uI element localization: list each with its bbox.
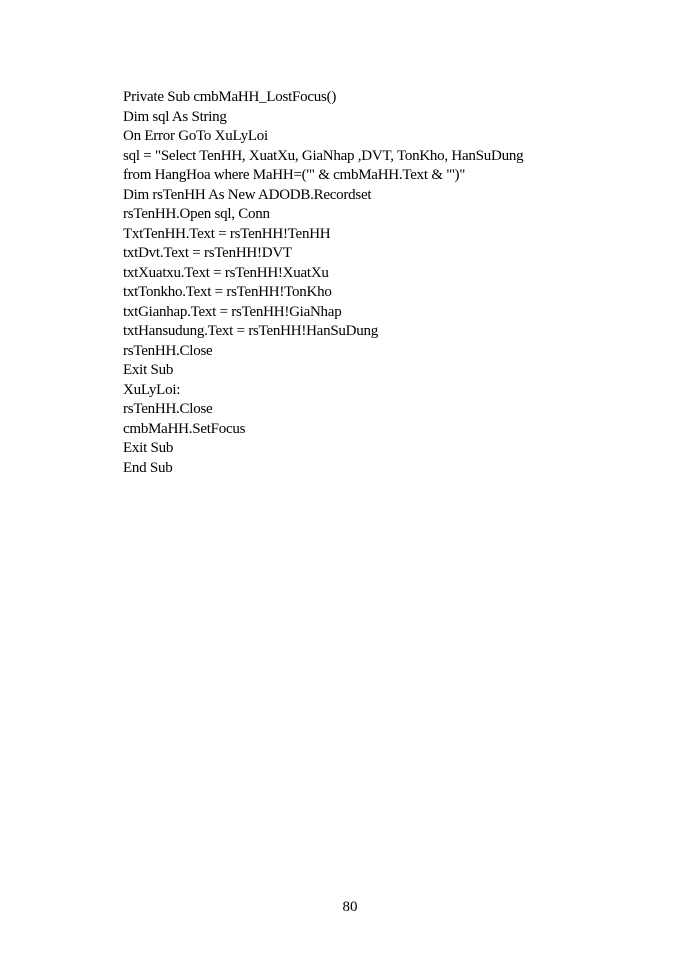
code-line: Dim rsTenHH As New ADODB.Recordset	[123, 186, 372, 203]
code-line: txtHansudung.Text = rsTenHH!HanSuDung	[123, 323, 378, 339]
code-line: On Error GoTo XuLyLoi	[123, 128, 268, 144]
code-line: End Sub	[123, 459, 173, 476]
code-line: txtXuatxu.Text = rsTenHH!XuatXu	[123, 264, 329, 281]
code-line: Exit Sub	[123, 362, 174, 378]
code-line: from HangHoa where MaHH=('" & cmbMaHH.Text & "')"	[123, 167, 466, 183]
code-line: txtDvt.Text = rsTenHH!DVT	[123, 245, 292, 261]
code-line: Dim sql As String	[123, 108, 227, 125]
code-line: rsTenHH.Open sql, Conn	[123, 206, 270, 222]
code-line: cmbMaHH.SetFocus	[123, 420, 246, 437]
page-number: 80	[342, 899, 358, 915]
code-listing	[123, 88, 603, 478]
code-line: XuLyLoi:	[123, 381, 181, 398]
code-line: rsTenHH.Close	[123, 401, 213, 417]
code-line: Private Sub cmbMaHH_LostFocus()	[123, 89, 337, 105]
code-line: rsTenHH.Close	[123, 342, 213, 359]
code-line: txtTonkho.Text = rsTenHH!TonKho	[123, 284, 332, 300]
code-line: sql = "Select TenHH, XuatXu, GiaNhap ,DVT, TonKho, HanSuDung	[123, 147, 524, 164]
code-line: TxtTenHH.Text = rsTenHH!TenHH	[123, 225, 331, 242]
code-line: Exit Sub	[123, 440, 174, 456]
code-line: txtGianhap.Text = rsTenHH!GiaNhap	[123, 303, 342, 320]
